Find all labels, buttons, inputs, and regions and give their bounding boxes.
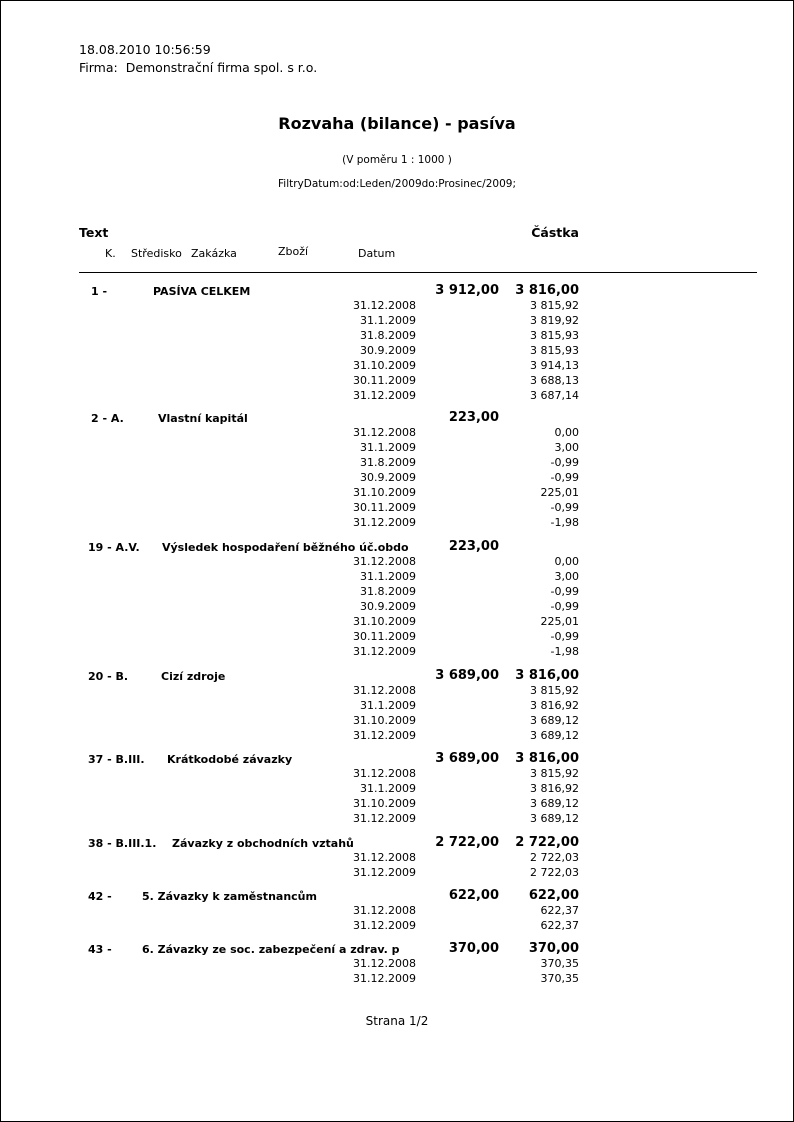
column-header-zbozi: Zboží — [278, 245, 309, 258]
row-date: 31.10.2009 — [353, 714, 416, 727]
account-amount-primary: 3 689,00 — [435, 751, 499, 766]
column-header-zakazka: Zakázka — [191, 247, 237, 260]
row-value: -0,99 — [550, 501, 579, 514]
row-date: 31.1.2009 — [360, 570, 416, 583]
column-header-amount: Částka — [531, 225, 579, 240]
row-date: 31.12.2009 — [353, 389, 416, 402]
company-name: Demonstrační firma spol. s r.o. — [125, 60, 318, 75]
row-value: 3 815,92 — [530, 684, 579, 697]
row-value: 3,00 — [554, 570, 579, 583]
row-value: -0,99 — [550, 471, 579, 484]
row-value: -1,98 — [550, 516, 579, 529]
account-code: 43 - — [88, 943, 112, 956]
account-amount-secondary: 3 816,00 — [515, 668, 579, 683]
account-amount-primary: 622,00 — [448, 888, 499, 903]
row-date: 31.12.2008 — [353, 767, 416, 780]
row-date: 30.9.2009 — [360, 471, 416, 484]
row-value: -1,98 — [550, 645, 579, 658]
row-value: 225,01 — [540, 615, 579, 628]
row-value: 3 914,13 — [530, 359, 579, 372]
row-value: 3 687,14 — [530, 389, 579, 402]
account-amount-primary: 223,00 — [448, 410, 499, 425]
account-code: 20 - B. — [88, 670, 129, 683]
account-name: Cizí zdroje — [161, 670, 226, 683]
account-name: 6. Závazky ze soc. zabezpečení a zdrav. p — [142, 943, 400, 956]
row-date: 31.12.2008 — [353, 851, 416, 864]
row-value: 3 815,93 — [530, 329, 579, 342]
row-date: 31.8.2009 — [360, 329, 416, 342]
row-date: 31.12.2009 — [353, 516, 416, 529]
row-value: -0,99 — [550, 630, 579, 643]
account-name: 5. Závazky k zaměstnancům — [142, 890, 317, 903]
row-date: 31.10.2009 — [353, 615, 416, 628]
report-timestamp: 18.08.2010 10:56:59 — [79, 42, 211, 57]
account-amount-primary: 370,00 — [448, 941, 499, 956]
report-scale: (V poměru 1 : 1000 ) — [342, 154, 452, 166]
row-date: 31.12.2008 — [353, 957, 416, 970]
row-value: 3 815,93 — [530, 344, 579, 357]
column-header-text: Text — [79, 225, 109, 240]
row-value: -0,99 — [550, 600, 579, 613]
row-value: 3 816,92 — [530, 699, 579, 712]
row-date: 30.11.2009 — [353, 374, 416, 387]
row-value: 2 722,03 — [530, 851, 579, 864]
report-filters: FiltryDatum:od:Leden/2009do:Prosinec/2009; — [278, 178, 516, 190]
row-date: 31.12.2009 — [353, 919, 416, 932]
row-value: 3 819,92 — [530, 314, 579, 327]
row-date: 30.11.2009 — [353, 630, 416, 643]
row-value: 0,00 — [554, 555, 579, 568]
row-value: 622,37 — [540, 919, 579, 932]
row-value: 3 689,12 — [530, 812, 579, 825]
row-value: 3 689,12 — [530, 714, 579, 727]
account-name: Výsledek hospodaření běžného úč.obdo — [162, 541, 409, 554]
row-value: 3 689,12 — [530, 729, 579, 742]
column-header-stredisko: Středisko — [131, 247, 182, 260]
row-value: 370,35 — [540, 957, 579, 970]
account-amount-secondary: 370,00 — [528, 941, 579, 956]
row-value: 622,37 — [540, 904, 579, 917]
account-amount-secondary: 3 816,00 — [515, 751, 579, 766]
column-header-k: K. — [105, 247, 116, 260]
row-value: 2 722,03 — [530, 866, 579, 879]
row-value: 3,00 — [554, 441, 579, 454]
account-name: PASÍVA CELKEM — [153, 285, 251, 298]
account-amount-primary: 3 912,00 — [435, 283, 499, 298]
row-date: 31.12.2008 — [353, 904, 416, 917]
row-date: 31.1.2009 — [360, 782, 416, 795]
row-date: 31.1.2009 — [360, 699, 416, 712]
report-title: Rozvaha (bilance) - pasíva — [278, 114, 516, 133]
row-date: 31.8.2009 — [360, 456, 416, 469]
row-date: 31.10.2009 — [353, 359, 416, 372]
row-value: 0,00 — [554, 426, 579, 439]
account-amount-primary: 2 722,00 — [435, 835, 499, 850]
account-code: 37 - B.III. — [88, 753, 145, 766]
row-date: 31.10.2009 — [353, 486, 416, 499]
account-code: 42 - — [88, 890, 112, 903]
row-date: 31.12.2008 — [353, 555, 416, 568]
row-value: -0,99 — [550, 456, 579, 469]
row-date: 30.9.2009 — [360, 344, 416, 357]
row-date: 31.1.2009 — [360, 441, 416, 454]
row-value: -0,99 — [550, 585, 579, 598]
account-name: Krátkodobé závazky — [167, 753, 293, 766]
header-rule — [79, 272, 757, 273]
row-value: 3 815,92 — [530, 299, 579, 312]
row-date: 30.11.2009 — [353, 501, 416, 514]
row-date: 31.12.2008 — [353, 426, 416, 439]
row-date: 31.12.2008 — [353, 684, 416, 697]
account-code: 1 - — [91, 285, 108, 298]
company-label: Firma: — [79, 60, 118, 75]
row-date: 30.9.2009 — [360, 600, 416, 613]
company-line — [79, 60, 317, 75]
account-name: Závazky z obchodních vztahů — [172, 837, 354, 850]
row-date: 31.12.2009 — [353, 972, 416, 985]
column-header-datum: Datum — [358, 247, 396, 260]
row-value: 225,01 — [540, 486, 579, 499]
account-name: Vlastní kapitál — [158, 412, 248, 425]
row-value: 3 816,92 — [530, 782, 579, 795]
row-date: 31.12.2009 — [353, 866, 416, 879]
row-date: 31.10.2009 — [353, 797, 416, 810]
row-date: 31.12.2009 — [353, 729, 416, 742]
account-amount-primary: 3 689,00 — [435, 668, 499, 683]
account-amount-secondary: 2 722,00 — [515, 835, 579, 850]
row-value: 3 815,92 — [530, 767, 579, 780]
account-code: 19 - A.V. — [88, 541, 140, 554]
row-date: 31.12.2008 — [353, 299, 416, 312]
row-date: 31.8.2009 — [360, 585, 416, 598]
row-date: 31.12.2009 — [353, 645, 416, 658]
account-amount-secondary: 3 816,00 — [515, 283, 579, 298]
row-date: 31.1.2009 — [360, 314, 416, 327]
row-value: 3 689,12 — [530, 797, 579, 810]
row-value: 370,35 — [540, 972, 579, 985]
account-amount-primary: 223,00 — [448, 539, 499, 554]
row-value: 3 688,13 — [530, 374, 579, 387]
account-amount-secondary: 622,00 — [528, 888, 579, 903]
page-number: Strana 1/2 — [365, 1014, 429, 1028]
row-date: 31.12.2009 — [353, 812, 416, 825]
account-code: 38 - B.III.1. — [88, 837, 157, 850]
account-code: 2 - A. — [91, 412, 124, 425]
